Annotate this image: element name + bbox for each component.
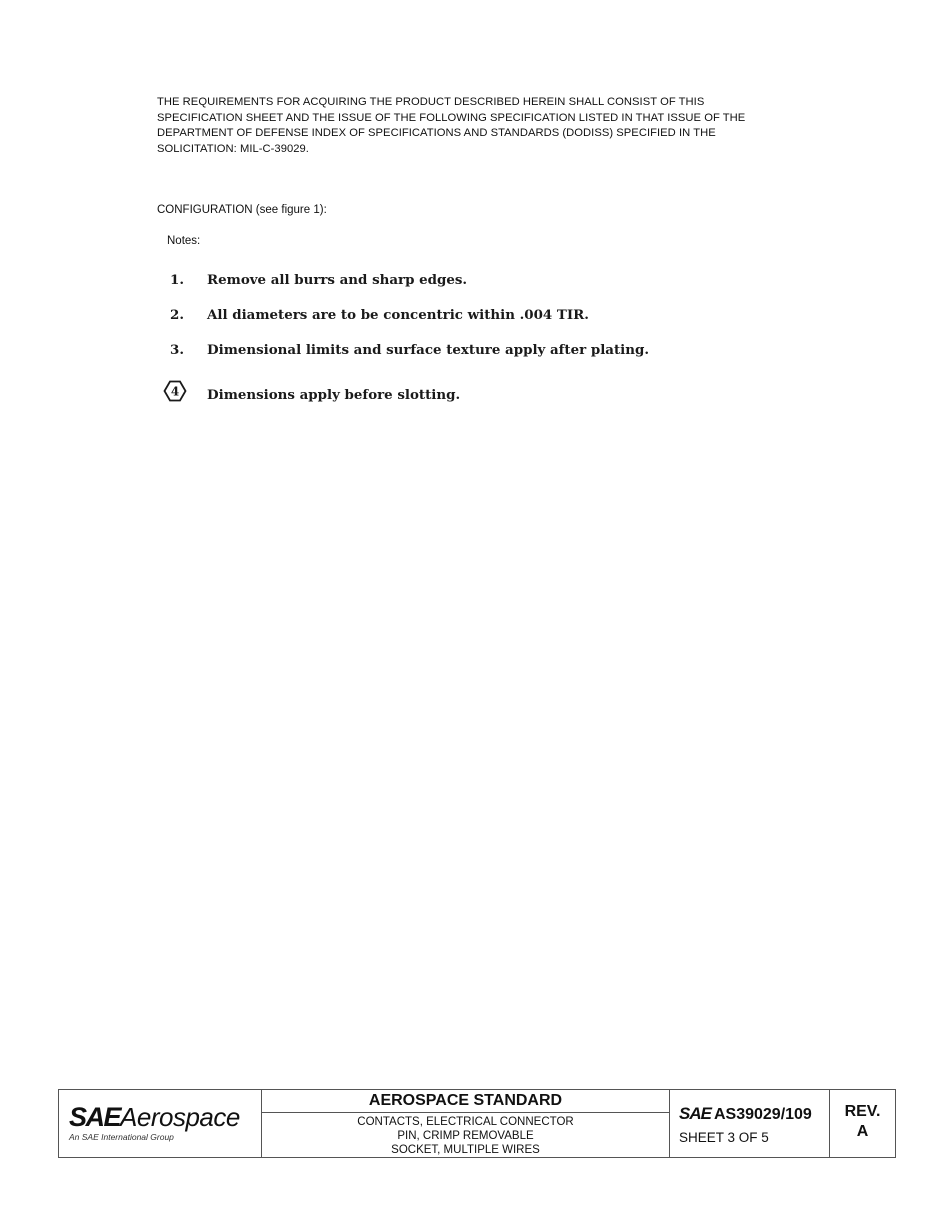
logo-tagline: An SAE International Group xyxy=(69,1132,174,1142)
flag-note-number: 4 xyxy=(170,384,180,399)
requirements-line: DEPARTMENT OF DEFENSE INDEX OF SPECIFICATIONS AND STANDARDS (DODISS) SPECIFIED IN THE xyxy=(157,127,716,139)
flag-note-icon xyxy=(163,380,200,402)
description-line: SOCKET, MULTIPLE WIRES xyxy=(391,1144,540,1156)
sae-logo-small: SAE xyxy=(679,1104,711,1123)
title-cell xyxy=(262,1090,670,1157)
note-text: Dimensions apply before slotting. xyxy=(207,387,461,403)
description-line: PIN, CRIMP REMOVABLE xyxy=(397,1130,534,1142)
document-number-cell xyxy=(670,1090,830,1157)
note-number: 3. xyxy=(170,342,184,358)
requirements-line: THE REQUIREMENTS FOR ACQUIRING THE PRODUCT DESCRIBED HEREIN SHALL CONSIST OF THIS xyxy=(157,96,705,108)
part-description xyxy=(262,1113,669,1157)
note-2 xyxy=(170,307,589,323)
note-text: Remove all burrs and sharp edges. xyxy=(207,272,468,288)
sae-aerospace-logo xyxy=(59,1090,262,1157)
revision-label: REV. xyxy=(844,1103,881,1120)
logo-brand: SAE xyxy=(69,1102,121,1132)
description-line: CONTACTS, ELECTRICAL CONNECTOR xyxy=(357,1116,574,1128)
note-text: Dimensional limits and surface texture apply after plating. xyxy=(207,342,649,358)
sheet-number: SHEET 3 OF 5 xyxy=(679,1130,769,1145)
revision-value: A xyxy=(856,1123,869,1140)
notes-label: Notes: xyxy=(167,235,201,247)
requirements-paragraph xyxy=(157,95,837,157)
title-block xyxy=(58,1089,896,1158)
note-1 xyxy=(170,272,467,288)
note-number: 2. xyxy=(170,307,184,323)
note-number: 1. xyxy=(170,272,184,288)
standard-title: AEROSPACE STANDARD xyxy=(262,1090,669,1113)
revision-cell xyxy=(830,1090,895,1157)
logo-name: Aerospace xyxy=(120,1102,240,1132)
requirements-line: SOLICITATION: MIL-C-39029. xyxy=(157,142,309,155)
configuration-heading: CONFIGURATION (see figure 1): xyxy=(157,204,327,216)
note-text: All diameters are to be concentric within .004 TIR. xyxy=(207,307,589,323)
note-4 xyxy=(170,377,460,403)
note-3 xyxy=(170,342,649,358)
document-number: AS39029/109 xyxy=(713,1106,812,1123)
requirements-line: SPECIFICATION SHEET AND THE ISSUE OF THE FOLLOWING SPECIFICATION LISTED IN THAT ISSUE OF THE xyxy=(157,111,746,124)
